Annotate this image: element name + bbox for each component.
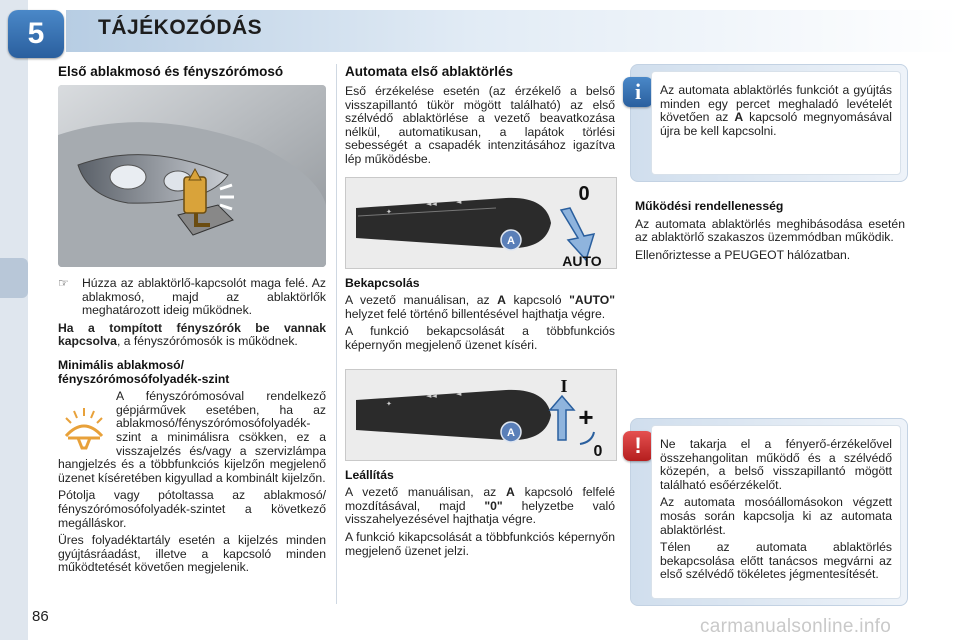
off-stalk-image — [345, 369, 617, 461]
dipped-beam-rest: , a fényszórómosók is működnek. — [116, 334, 298, 349]
switch-on-heading: Bekapcsolás — [345, 275, 420, 290]
warning-text-2: Az automata mosóállomásokon végzett mosás során kapcsolja ki az automata ablaktörlést. — [660, 495, 892, 537]
chapter-tab-marker — [0, 258, 28, 298]
refill-text: Pótolja vagy pótoltassa az ablakmosó/ fényszórómosófolyadék-szintet a következő megálláskor. — [58, 488, 326, 530]
headlamp-photo — [58, 85, 326, 267]
auto-stalk-image — [345, 177, 617, 269]
pull-stalk-instruction — [58, 277, 326, 318]
wiper-stalk-auto-illustration — [346, 178, 616, 268]
page-title: TÁJÉKOZÓDÁS — [98, 16, 263, 39]
min-level-block — [58, 390, 326, 485]
switch-off-text-2: kapcsoló felfelé mozdításával, majd — [345, 485, 615, 513]
info-text-2: kapcsoló megnyomásával újra be kell kapcsolni. — [660, 110, 892, 138]
malfunction-text: Az automata ablaktörlés meghibásodása esetén az ablaktörlő szakaszos üzemmódban működik. — [635, 216, 905, 245]
middle-column — [345, 64, 615, 562]
switch-off-a: A — [506, 485, 515, 500]
info-note-body — [651, 71, 901, 175]
empty-tank-text: Üres folyadéktartály esetén a kijelzés minden gyújtásráadást, illetve a kapcsoló minden működtetését követően megjelenik. — [58, 533, 326, 575]
page-side-strip — [0, 0, 28, 640]
switch-off-text-1: A vezető manuálisan, az — [345, 485, 507, 500]
position-one-label: I — [560, 375, 568, 396]
washer-heading: Első ablakmosó és fényszórómosó — [58, 64, 284, 79]
headlamp-illustration — [58, 85, 326, 267]
auto-wipe-intro: Eső érzékelése esetén (az érzékelő a belső visszapillantó tükör mögött található) az első szélvédő ablaktörlése a vezető beavatkozása nélkül, automatikusan, a lapátok törlési sebességét a csapadék intenzitásához igazítva lép működésbe. — [345, 84, 615, 166]
info-note — [630, 64, 908, 182]
warning-text-1: Ne takarja el a fényerő-érzékelővel összehangolitan működő és a szélvédő közepén, a belső visszapillantó mögött található esőérzékelőt. — [660, 437, 892, 492]
switch-on-text-2: kapcsoló — [505, 293, 570, 308]
switch-off-text-3: helyzetbe való visszahelyezésével hajthatja végre. — [345, 498, 615, 527]
switch-off-zero: "0" — [484, 498, 503, 513]
wiper-stalk-off-illustration — [346, 370, 616, 460]
switch-on-text — [345, 294, 615, 321]
position-zero-label-2: 0 — [593, 442, 603, 460]
washer-nozzle-icon — [184, 177, 206, 213]
auto-wipe-heading: Automata első ablaktörlés — [345, 64, 514, 79]
warning-note-body — [651, 425, 901, 599]
switch-on-text-1: A vezető manuálisan, az — [345, 293, 498, 308]
svg-text:✦: ✦ — [386, 207, 392, 216]
switch-on-a: A — [497, 293, 506, 308]
switch-a-label-2: A — [507, 426, 515, 439]
switch-off-heading: Leállítás — [345, 467, 394, 482]
dipped-beam-note — [58, 322, 326, 349]
dipped-beam-bold: Ha a tompított fényszórók be vannak kapcsolva — [58, 320, 326, 349]
hand-pointer-icon: ☞ — [58, 276, 69, 290]
malfunction-heading: Működési rendellenesség — [635, 199, 784, 213]
svg-text:◄◄: ◄◄ — [426, 391, 437, 400]
min-level-heading: Minimális ablakmosó/ fényszórómosófolyadék-szint — [58, 357, 230, 386]
switch-on-text-3: helyzet felé történő billentésével hajthatja végre. — [345, 306, 606, 321]
svg-text:◄◄: ◄◄ — [426, 199, 437, 208]
malfunction-check: Ellenőriztesse a PEUGEOT hálózatban. — [635, 247, 851, 262]
svg-text:✦: ✦ — [386, 399, 392, 408]
page-number: 86 — [32, 608, 49, 625]
left-column — [58, 64, 326, 579]
warning-note — [630, 418, 908, 606]
position-zero-label: 0 — [578, 182, 590, 205]
plus-symbol: + — [578, 401, 594, 432]
info-icon: i — [623, 77, 653, 107]
info-text-1: Az automata ablaktörlés funkciót a gyújtás minden egy percet meghaladó levételét követően az — [660, 83, 892, 125]
washer-fluid-warning-icon — [58, 402, 110, 454]
switch-off-text — [345, 486, 615, 527]
svg-text:◄: ◄ — [456, 389, 462, 398]
switch-on-auto: "AUTO" — [569, 293, 615, 308]
switch-off-note: A funkció kikapcsolását a többfunkciós képernyőn megjelenő üzenet jelzi. — [345, 529, 615, 558]
watermark: carmanualsonline.info — [700, 616, 892, 637]
switch-a-label: A — [507, 234, 515, 247]
column-divider — [336, 64, 337, 604]
min-level-text: A fényszórómosóval rendelkező gépjárművek esetében, ha az ablakmosó/fényszórómosófolyadék-szint a minimálisra csökken, ez a visszajelzés és/vagy a szervizlámpa hangjelzés és a többfunkciós kijelzőn megjelenő üzenet kíséretében kigyullad a kombinált kijelzőn. — [58, 389, 326, 485]
position-auto-label: AUTO — [562, 252, 602, 268]
right-column — [635, 200, 905, 266]
switch-on-note: A funkció bekapcsolását a többfunkciós képernyőn megjelenő üzenet kíséri. — [345, 324, 615, 352]
pull-stalk-text: Húzza az ablaktörlő-kapcsolót maga felé. Az ablakmosó, majd az ablaktörlők meghatározott ideig működnek. — [82, 276, 326, 318]
chapter-number-badge: 5 — [8, 10, 64, 58]
warning-text-3: Télen az automata ablaktörlés bekapcsolása előtt tanácsos megvárni az első szélvédő tökéletes jégmentesítését. — [660, 540, 892, 582]
svg-text:◄: ◄ — [456, 197, 462, 206]
warning-icon: ! — [623, 431, 653, 461]
info-a: A — [734, 110, 744, 125]
info-note-text — [660, 84, 892, 138]
